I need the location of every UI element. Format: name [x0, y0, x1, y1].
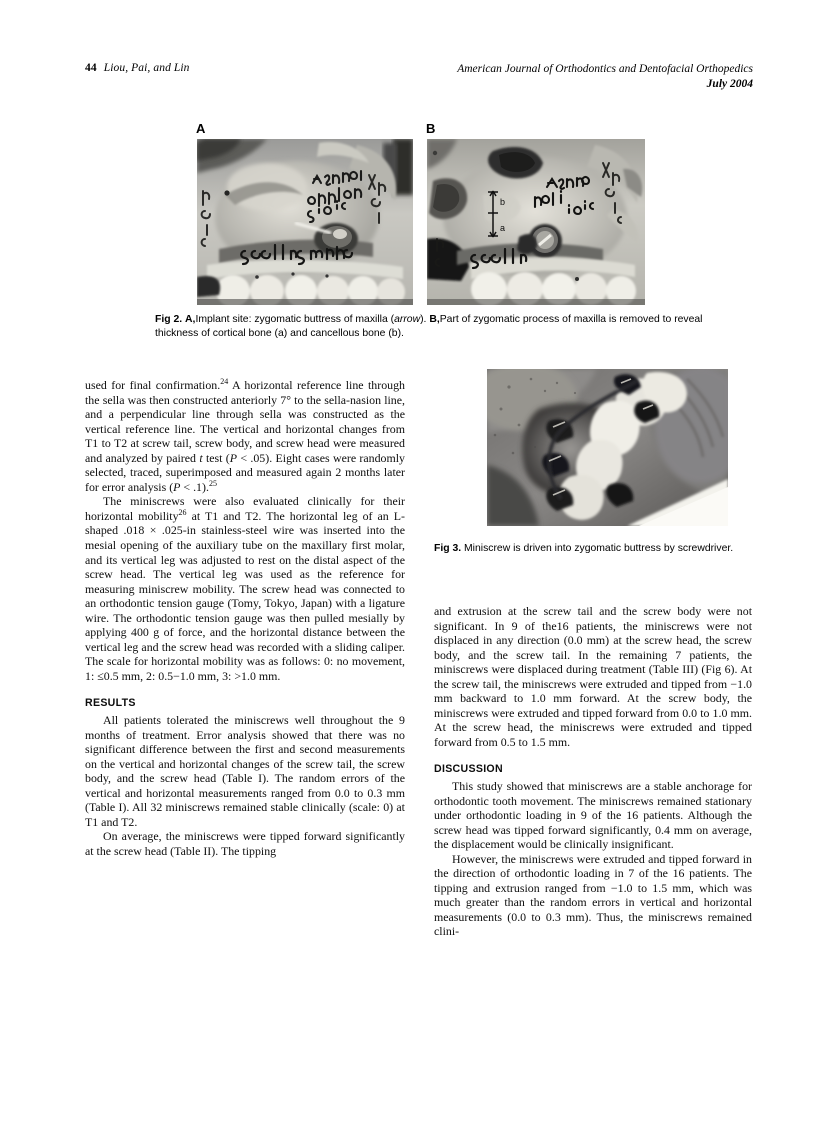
- text-run: at T1 and T2. The horizontal leg of an L-shaped .018 × .025-in stainless-steel wire was inserted into the mesial opening of the auxiliary tube on the maxillary first molar, and its vertical leg was adjusted to rest on the distal aspect of the screw head. The vertical leg was used as the reference for measuring miniscrew mobility. The screw head was connected to an orthodontic tension gauge (Tomy, Tokyo, Japan) with a ligature wire. The orthodontic tension gauge was then pulled mesially by applying 400 g of force, and the horizontal distance between the vertical leg and the screw head was recorded with a sliding caliper. The scale for horizontal mobility was as follows: 0: no movement, 1: ≤0.5 mm, 2: 0.5−1.0 mm, 3: >1.0 mm.: [85, 508, 405, 683]
- figure-3-caption-label: Fig 3.: [434, 543, 462, 554]
- figure-3-photo: [487, 369, 728, 526]
- italic-text: P: [229, 450, 238, 465]
- figure-2-photo-b: [427, 139, 645, 305]
- running-head-left: [85, 62, 190, 74]
- body-paragraph: [85, 713, 405, 829]
- body-paragraph: [85, 494, 405, 683]
- section-heading-discussion: DISCUSSION: [434, 763, 503, 776]
- svg-text:b: b: [500, 197, 506, 207]
- journal-title: American Journal of Orthodontics and Dentofacial Orthopedics: [457, 63, 753, 75]
- reference-marker: 26: [178, 507, 187, 517]
- figure-2-caption-b-label: B,: [429, 314, 440, 325]
- left-column-paragraphs-results: [85, 713, 405, 858]
- text-run: and extrusion at the screw tail and the screw body were not significant. In 9 of the16 patients, the miniscrews were not displaced in any direction (0.0 mm) at the screw head, the screw body, and the screw tail. In the remaining 7 patients, the miniscrews were displaced during treatment (Table III) (Fig 6). At the screw tail, the miniscrews were extruded and tipped from −1.0 mm backward to 1.0 mm forward. At the screw body, the miniscrews were extruded and tipped forward from 0.0 to 1.0 mm. At the screw head, the miniscrews were extruded and tipped forward from 0.5 to 1.5 mm.: [434, 604, 752, 749]
- panel-letter-b: B: [426, 121, 436, 136]
- text-run: used for final confirmation.: [85, 378, 221, 392]
- running-head: [85, 62, 753, 102]
- italic-text: P: [173, 479, 181, 494]
- panel-letter-a: A: [196, 121, 206, 136]
- text-run: This study showed that miniscrews are a stable anchorage for orthodontic tooth movement. The miniscrews remained stationary under orthodontic loading in 9 of the 16 patients. Although the screw head was tipped forward significantly, 0.4 mm on average, the displacement would be clinically insignificant.: [434, 779, 752, 852]
- body-paragraph: [85, 378, 405, 494]
- body-column-right: [434, 604, 752, 939]
- right-column-paragraphs-top: [434, 604, 752, 749]
- intraoral-photo-graphic: [487, 369, 728, 526]
- figure-2-panel-a: [195, 122, 413, 307]
- right-column-paragraphs-discussion: [434, 779, 752, 939]
- figure-2-caption-label: Fig 2.: [155, 314, 183, 325]
- issue-date: July 2004: [706, 78, 753, 90]
- author-names: Liou, Pai, and Lin: [103, 62, 190, 74]
- text-run: The miniscrews were also evaluated clinically for their horizontal mobility: [85, 494, 405, 523]
- body-paragraph: [85, 829, 405, 858]
- text-run: On average, the miniscrews were tipped forward significantly at the screw head (Table II). The tipping: [85, 829, 405, 858]
- figure-2-caption-a-tail: ).: [420, 314, 427, 325]
- figure-3-caption: [434, 542, 746, 556]
- reference-marker: 24: [220, 377, 229, 387]
- figure-2-caption-a-label: A,: [185, 314, 196, 325]
- text-run: < .05). Eight cases were randomly selected, traced, superimposed and measured again 2 months later for error analysis (: [85, 450, 405, 494]
- body-column-left: [85, 378, 405, 859]
- svg-text:a: a: [500, 223, 506, 233]
- section-heading-results: RESULTS: [85, 697, 136, 710]
- figure-3-caption-text: Miniscrew is driven into zygomatic buttress by screwdriver.: [464, 543, 734, 554]
- page-number: 44: [85, 62, 97, 74]
- running-head-right: [457, 62, 753, 92]
- figure-2-caption-b-text: Part of zygomatic process of maxilla is removed to reveal thickness of cortical bone (a) and cancellous bone (b).: [155, 314, 703, 339]
- figure-2-photo-a: [197, 139, 413, 305]
- text-run: A horizontal reference line through the sella was then constructed anteriorly 7° to the sella-nasion line, and a perpendicular line through sella was constructed as the vertical reference line. The vertical and horizontal changes from T1 to T2 at screw tail, screw body, and screw head were measured and analyzed by paired: [85, 378, 405, 465]
- figure-3: [487, 369, 728, 526]
- text-run: < .1).: [180, 479, 209, 494]
- body-paragraph: [434, 779, 752, 852]
- figure-2: [195, 122, 645, 307]
- skull-photo-b-graphic: [427, 139, 645, 305]
- body-paragraph: [434, 852, 752, 939]
- figure-2-caption-a-text: Implant site: zygomatic buttress of maxilla (: [195, 314, 395, 325]
- text-run: test (: [202, 450, 230, 465]
- reference-marker: 25: [208, 478, 217, 488]
- skull-photo-a-graphic: [197, 139, 413, 305]
- text-run: All patients tolerated the miniscrews well throughout the 9 months of treatment. Error analysis showed that there was no significant difference between the first and second measurements on the vertical and horizontal changes of the screw tail, the screw body, and the screw head (Table I). The random errors of the vertical and horizontal measurements ranged from 0.0 to 0.3 mm (Table I). All 32 miniscrews remained stable clinically (scale: 0) at T1 and T2.: [85, 713, 405, 829]
- italic-text: t: [199, 450, 203, 465]
- figure-2-caption: [155, 313, 733, 340]
- left-column-paragraphs-top: [85, 378, 405, 683]
- figure-2-panel-b: [425, 122, 645, 307]
- figure-2-caption-arrow-word: arrow: [394, 314, 421, 325]
- text-run: However, the miniscrews were extruded and tipped forward in the direction of orthodontic loading in 7 of the 16 patients. The tipping and extrusion ranged from −1.0 to 1.5 mm, which was much greater than the random errors in vertical and horizontal measurements (0.0 to 0.3 mm). Thus, the miniscrews remained clini-: [434, 851, 752, 939]
- body-paragraph: [434, 604, 752, 749]
